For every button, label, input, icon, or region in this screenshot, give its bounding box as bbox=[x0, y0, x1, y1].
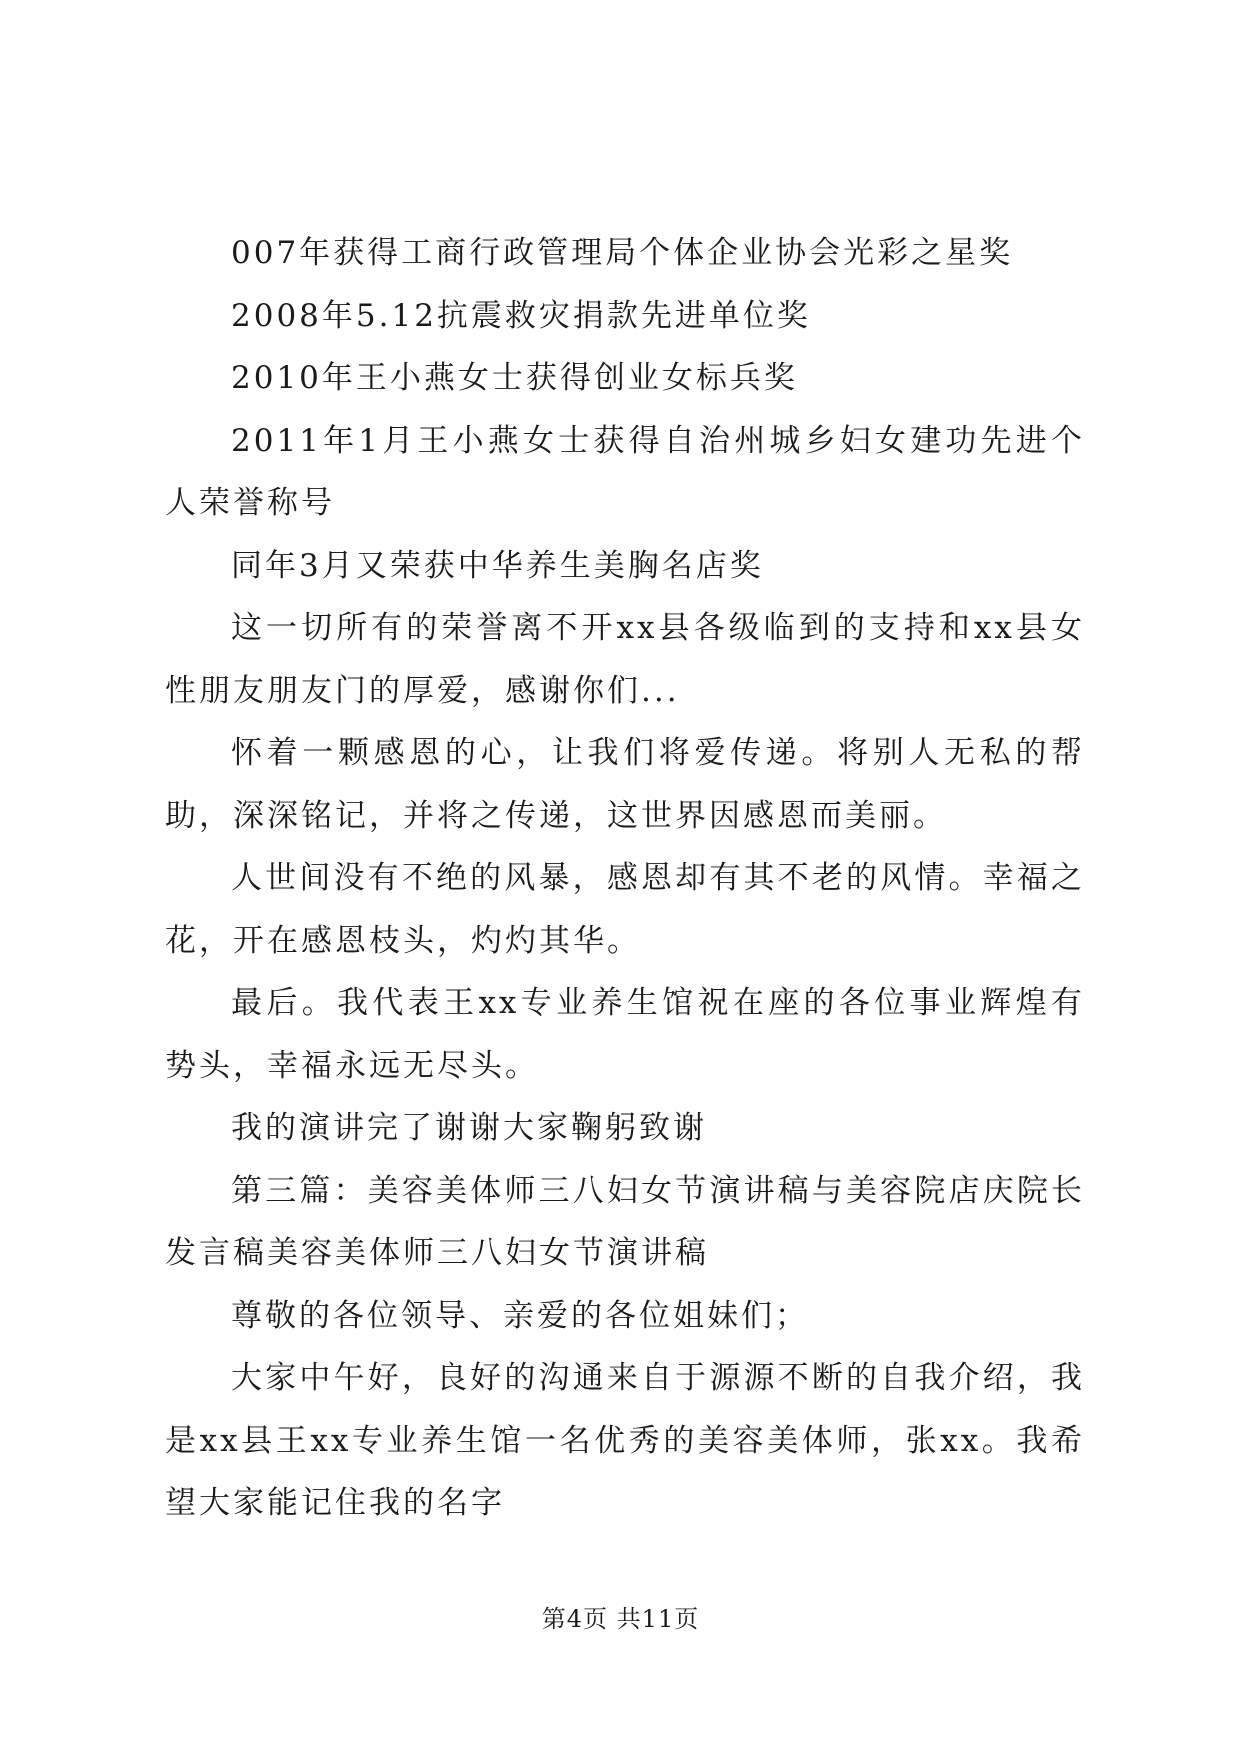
paragraph: 人世间没有不绝的风暴，感恩却有其不老的风情。幸福之花，开在感恩枝头，灼灼其华。 bbox=[165, 860, 1085, 959]
paragraph: 这一切所有的荣誉离不开xx县各级临到的支持和xx县女性朋友朋友门的厚爱，感谢你们... bbox=[165, 610, 1085, 709]
document-body bbox=[165, 222, 1085, 1535]
section-heading: 第三篇：美容美体师三八妇女节演讲稿与美容院店庆院长发言稿美容美体师三八妇女节演讲稿 bbox=[165, 1172, 1085, 1271]
paragraph: 最后。我代表王xx专业养生馆祝在座的各位事业辉煌有势头，幸福永远无尽头。 bbox=[165, 985, 1085, 1084]
paragraph: 大家中午好，良好的沟通来自于源源不断的自我介绍，我是xx县王xx专业养生馆一名优秀的美容美体师，张xx。我希望大家能记住我的名字 bbox=[165, 1360, 1085, 1521]
paragraph: 尊敬的各位领导、亲爱的各位姐妹们； bbox=[231, 1297, 809, 1334]
page-number-footer: 第4页 共11页 bbox=[541, 1605, 700, 1633]
paragraph: 2011年1月王小燕女士获得自治州城乡妇女建功先进个人荣誉称号 bbox=[165, 422, 1085, 521]
paragraph: 我的演讲完了谢谢大家鞠躬致谢 bbox=[231, 1110, 707, 1146]
paragraph: 怀着一颗感恩的心，让我们将爱传递。将别人无私的帮助，深深铭记，并将之传递，这世界因感恩而美丽。 bbox=[165, 735, 1085, 834]
paragraph: 007年获得工商行政管理局个体企业协会光彩之星奖 bbox=[231, 235, 1014, 271]
paragraph: 2010年王小燕女士获得创业女标兵奖 bbox=[231, 360, 798, 396]
paragraph: 同年3月又荣获中华养生美胸名店奖 bbox=[231, 547, 764, 584]
paragraph: 2008年5.12抗震救灾捐款先进单位奖 bbox=[231, 297, 811, 334]
